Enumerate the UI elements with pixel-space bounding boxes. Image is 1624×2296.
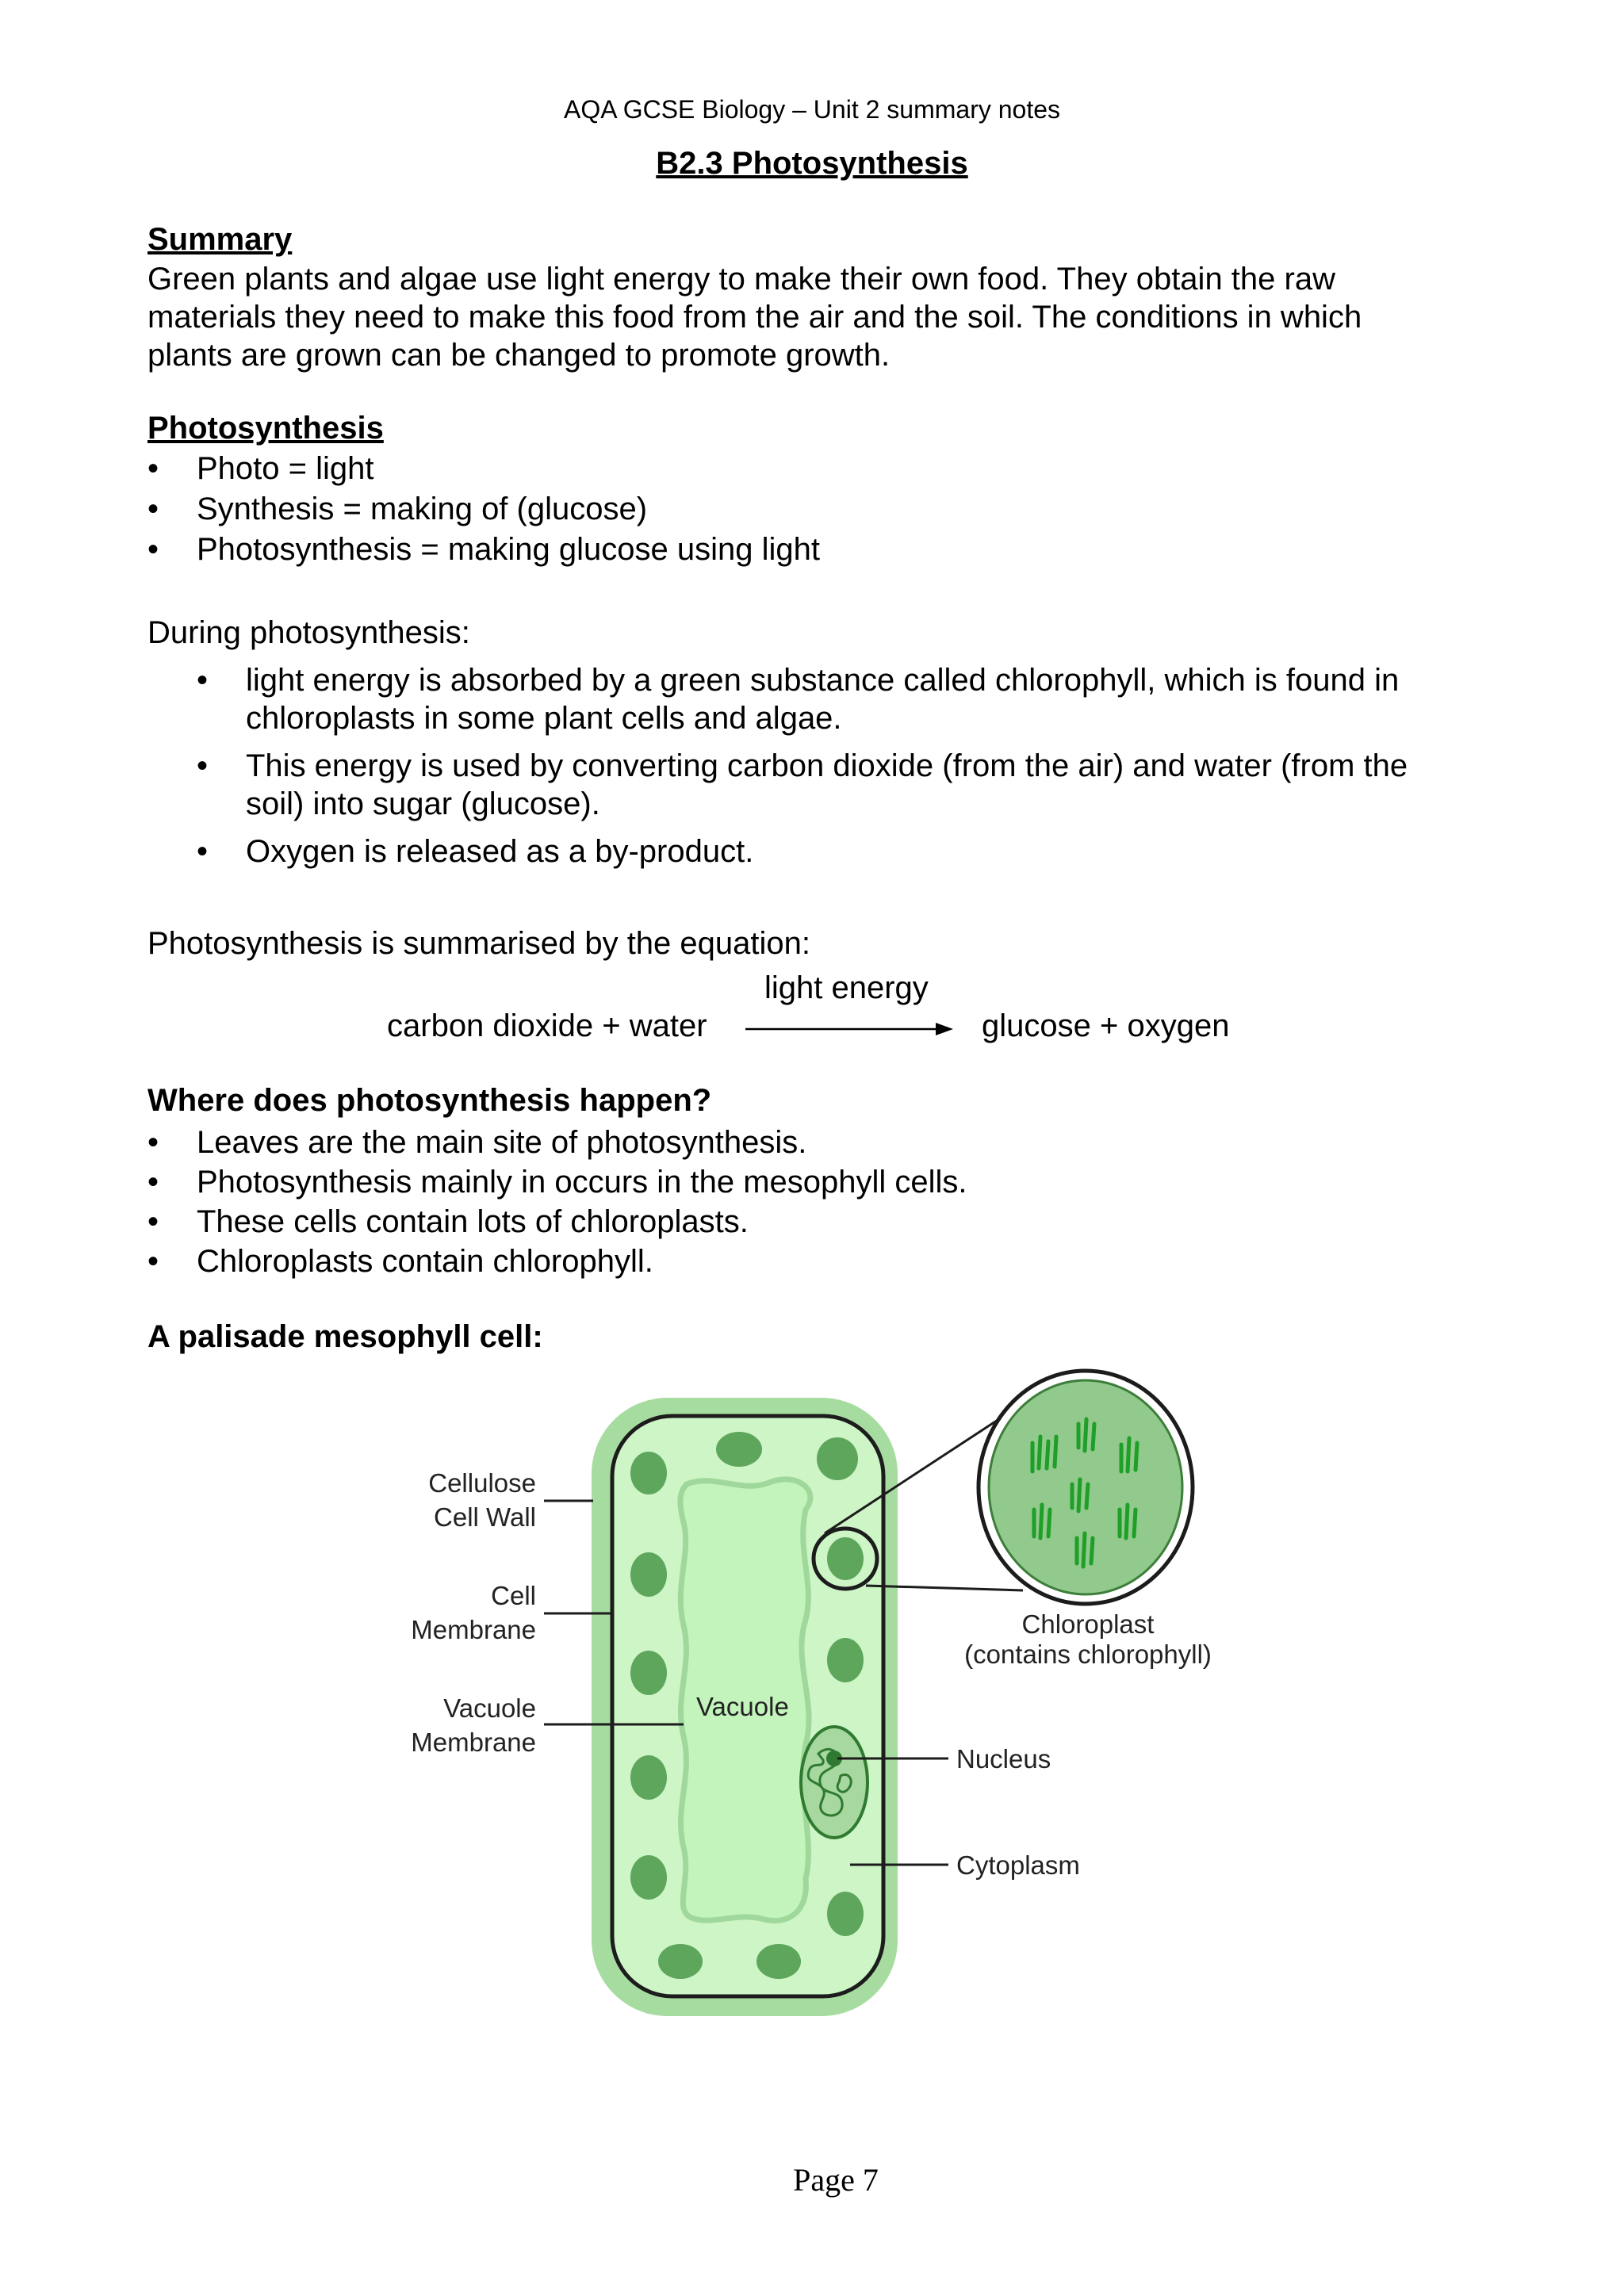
bullet-icon: • [147,1244,159,1279]
bullet-icon: • [147,451,159,486]
chloroplast-shape [716,1432,762,1467]
chloroplast-shape [630,1552,667,1597]
bullet-icon: • [197,748,209,783]
list-item: • Photo = light [147,449,820,489]
chloroplast-shape [827,1638,864,1682]
summary-line: Green plants and algae use light energy to make their own food. They obtain the raw [147,262,1335,297]
equation-condition: light energy [764,970,929,1005]
where-heading: Where does photosynthesis happen? [147,1083,712,1118]
during-list [197,661,1408,880]
list-item: • These cells contain lots of chloroplasts. [147,1202,967,1242]
bullet-icon: • [147,1165,159,1200]
bullet-icon: • [197,834,209,869]
list-item: • Photosynthesis = making glucose using light [147,530,820,570]
equation-intro: Photosynthesis is summarised by the equation: [147,926,810,961]
list-item: • Photosynthesis mainly in occurs in the mesophyll cells. [147,1162,967,1202]
label-vacuole-membrane: Vacuole [443,1693,536,1723]
summary-line: plants are grown can be changed to promote growth. [147,338,891,373]
bullet-icon: • [147,532,159,567]
list-item: • Leaves are the main site of photosynthesis. [147,1123,967,1162]
summary-line: materials they need to make this food from the air and the soil. The conditions in which [147,300,1362,335]
chloroplast-shape [817,1437,858,1480]
label-chloroplast: Chloroplast [1021,1609,1155,1639]
zoomed-chloroplast-shape [989,1380,1182,1594]
bullet-icon: • [147,1125,159,1160]
where-list [147,1123,967,1281]
list-item: • This energy is used by converting carbon dioxide (from the air) and water (from the soil) into sugar (glucose). [197,748,1408,821]
label-vacuole: Vacuole [696,1692,789,1721]
photosynthesis-list [147,449,820,570]
bullet-icon: • [147,492,159,526]
label-vacuole-membrane: Membrane [411,1728,536,1757]
chloroplast-shape [630,1755,667,1800]
list-item: • Chloroplasts contain chlorophyll. [147,1242,967,1281]
photosynthesis-heading: Photosynthesis [147,411,384,446]
list-item: • Oxygen is released as a by-product. [197,834,754,869]
page-number: Page 7 [793,2162,879,2198]
chloroplast-shape [630,1855,667,1900]
summary-heading: Summary [147,222,293,257]
list-item: • light energy is absorbed by a green substance called chlorophyll, which is found in chloroplasts in some plant cells and algae. [197,663,1400,736]
summary-paragraph [147,260,1362,374]
page-title: B2.3 Photosynthesis [656,146,968,181]
equation-products: glucose + oxygen [982,1008,1230,1043]
equation-arrow-icon [745,1020,953,1039]
document-header: AQA GCSE Biology – Unit 2 summary notes [563,95,1061,124]
chloroplast-shape [827,1892,864,1936]
label-cell-wall: Cellulose [428,1468,536,1498]
bullet-icon: • [147,1204,159,1239]
label-cell-membrane: Membrane [411,1615,536,1644]
chloroplast-shape [756,1944,801,1979]
chloroplast-shape [630,1452,667,1494]
label-nucleus: Nucleus [956,1744,1051,1774]
bullet-icon: • [197,663,209,698]
label-cell-wall: Cell Wall [434,1502,536,1532]
label-cytoplasm: Cytoplasm [956,1850,1080,1880]
nucleus-shape [801,1727,868,1838]
label-cell-membrane: Cell [491,1581,536,1610]
palisade-cell-diagram [381,1364,1269,2030]
chloroplast-shape [658,1944,703,1979]
equation-reactants: carbon dioxide + water [387,1008,707,1043]
chloroplast-shape [827,1537,864,1580]
during-intro: During photosynthesis: [147,615,470,650]
cell-heading: A palisade mesophyll cell: [147,1319,543,1354]
chloroplast-shape [630,1651,667,1695]
label-chloroplast: (contains chlorophyll) [964,1640,1212,1669]
list-item: • Synthesis = making of (glucose) [147,489,820,530]
